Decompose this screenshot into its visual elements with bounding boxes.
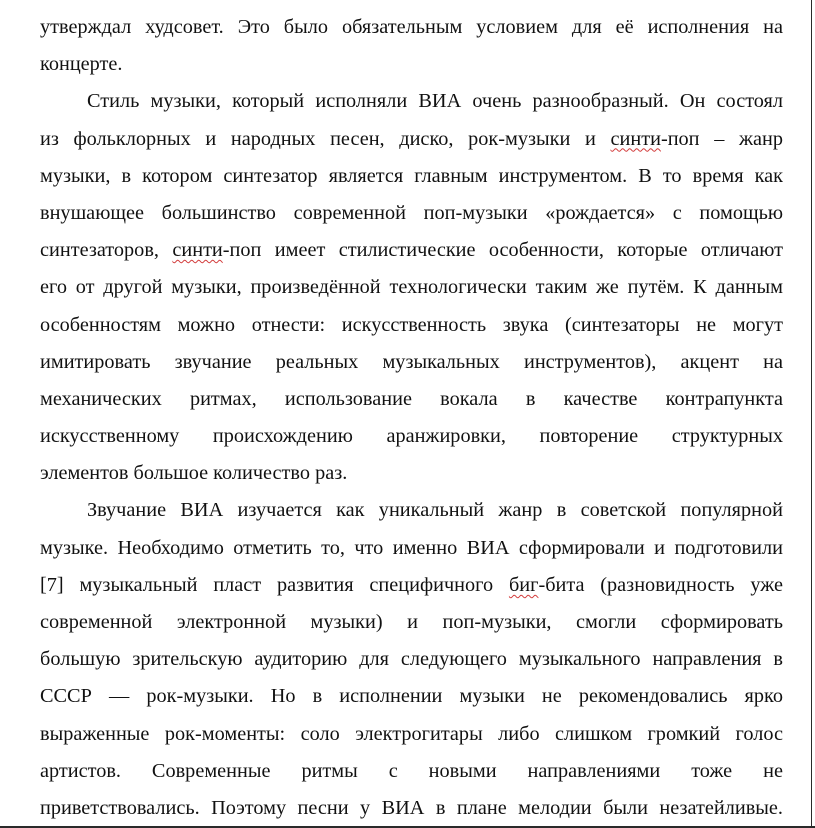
- misspelled-word[interactable]: синти: [610, 127, 661, 150]
- text-line: Звучание ВИА изучается как уникальный жанр в советской популярной: [87, 499, 783, 522]
- text-fragment: -поп – жанр: [660, 127, 783, 150]
- text-line: внушающее большинство современной поп-музыки «рождается» с помощью: [40, 201, 783, 224]
- text-fragment: из фольклорных и народных песен, диско, рок-музыки и: [40, 127, 611, 150]
- text-line: утверждал худсовет. Это было обязательным условием для её исполнения на: [40, 16, 783, 38]
- text-fragment: -поп имеет стилистические особенности, которые отличают: [222, 239, 783, 262]
- text-fragment: [7] музыкальный пласт развития специфичного: [40, 573, 509, 596]
- page-edge-right: [811, 0, 812, 828]
- document-body: [40, 9, 783, 827]
- text-line: большую зрительскую аудиторию для следующего музыкального направления в: [40, 648, 783, 671]
- text-line: приветствовались. Поэтому песни у ВИА в плане мелодии были незатейливые.: [40, 796, 783, 819]
- text-fragment: синтезаторов,: [40, 239, 173, 262]
- text-line: элементов большое количество раз.: [40, 462, 348, 485]
- text-line: искусственному происхождению аранжировки, повторение структурных: [40, 425, 783, 448]
- text-line: имитировать звучание реальных музыкальных инструментов), акцент на: [40, 350, 783, 373]
- text-line: [40, 567, 783, 604]
- text-line: механических ритмах, использование вокала в качестве контрапункта: [40, 387, 783, 410]
- text-line: [40, 121, 783, 158]
- text-line: особенностям можно отнести: искусственность звука (синтезаторы не могут: [40, 313, 783, 336]
- text-line: СССР — рок-музыки. Но в исполнении музыки не рекомендовались ярко: [40, 685, 783, 708]
- text-line: музыке. Необходимо отметить то, что именно ВИА сформировали и подготовили: [40, 536, 783, 559]
- text-fragment: -бита (разновидность уже: [538, 573, 783, 596]
- text-line: его от другой музыки, произведённой технологически таким же путём. К данным: [40, 276, 783, 299]
- misspelled-word[interactable]: синти: [172, 239, 223, 262]
- text-line: [40, 232, 783, 269]
- text-line: музыки, в котором синтезатор является главным инструментом. В то время как: [40, 164, 783, 187]
- text-line: артистов. Современные ритмы с новыми направлениями тоже не: [40, 759, 783, 782]
- text-line: концерте.: [40, 53, 123, 76]
- misspelled-word[interactable]: биг: [508, 573, 539, 596]
- text-line: современной электронной музыки) и поп-музыки, смогли сформировать: [40, 611, 783, 633]
- text-line: Стиль музыки, который исполняли ВИА очень разнообразный. Он состоял: [87, 90, 783, 113]
- text-line: выраженные рок-моменты: соло электрогитары либо слишком громкий голос: [40, 722, 783, 745]
